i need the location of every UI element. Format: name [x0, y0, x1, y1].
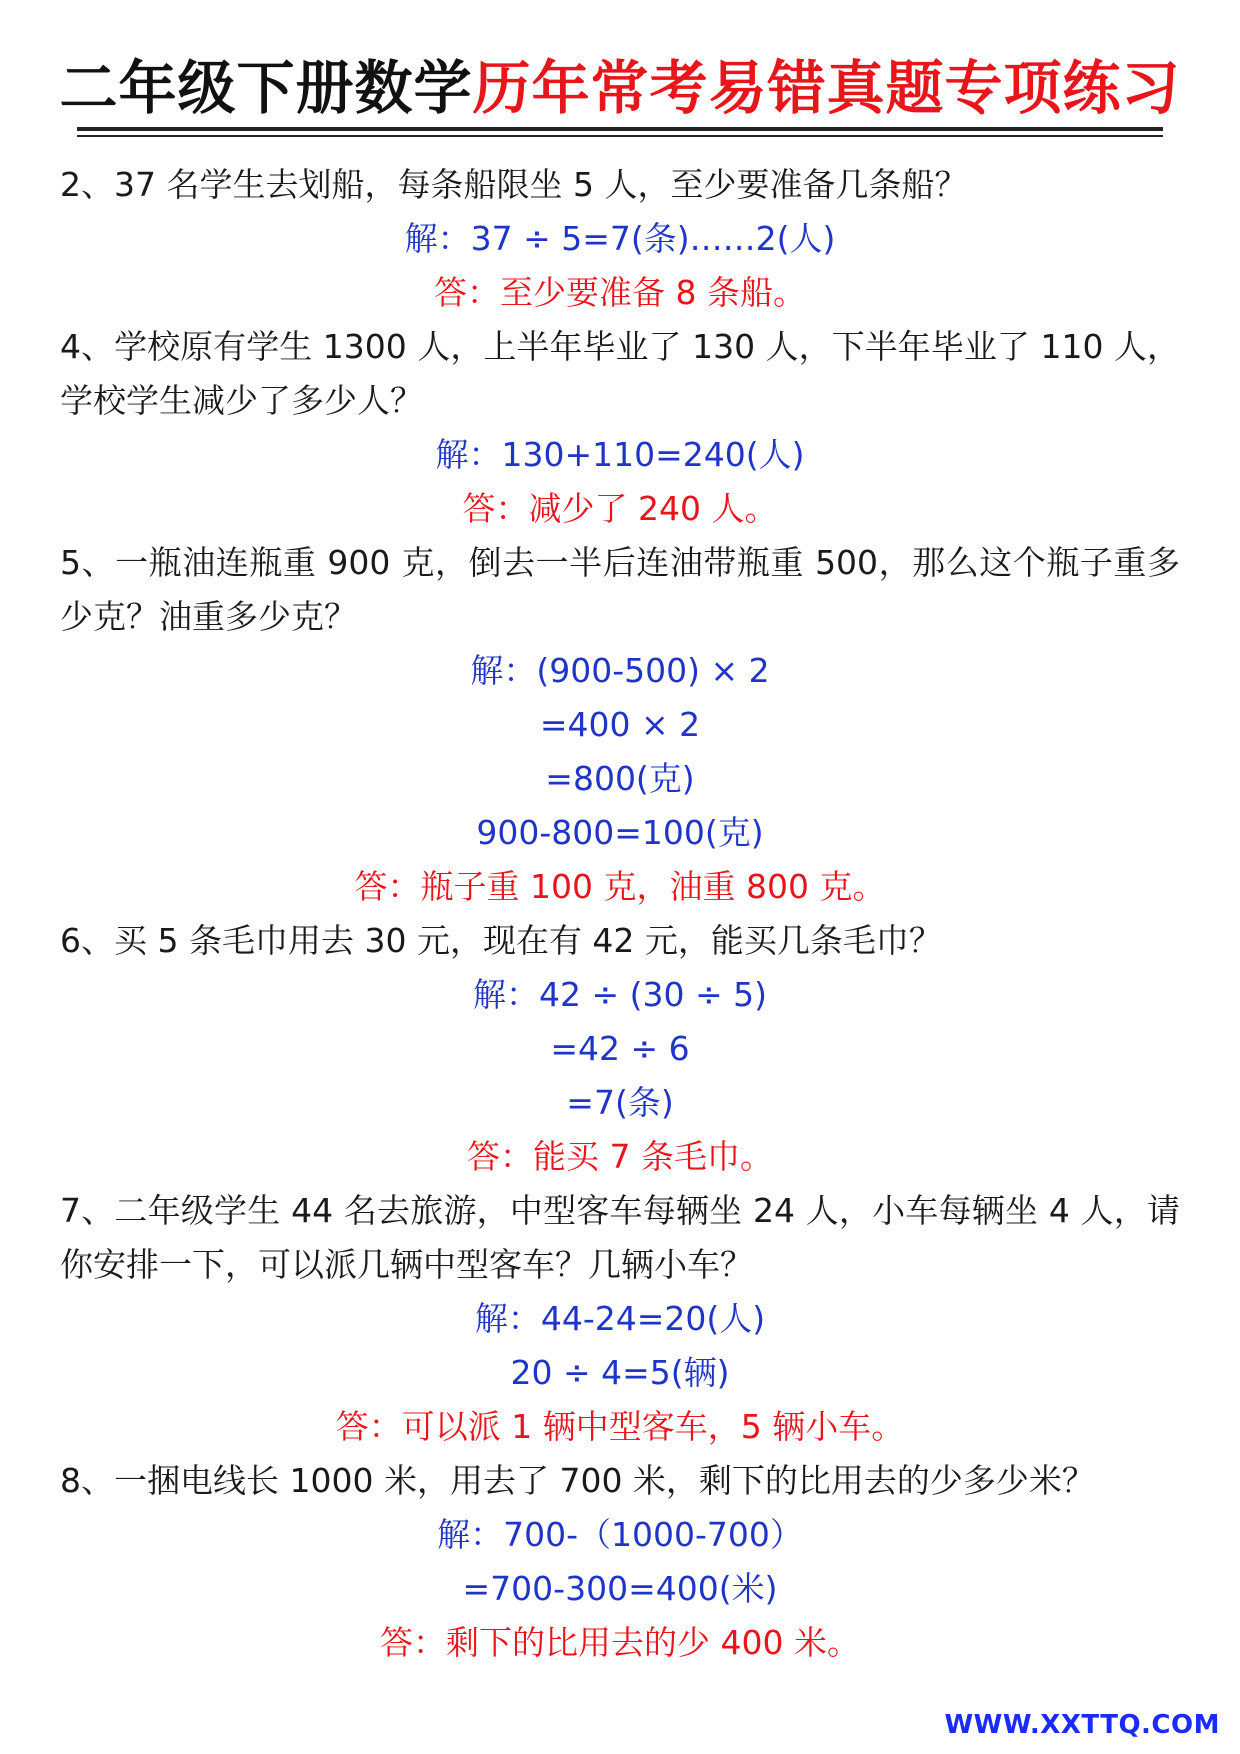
answer-text: 答：剩下的比用去的少 400 米。 [380, 1623, 860, 1662]
solution-line: 解：42 ÷ (30 ÷ 5) [473, 975, 767, 1014]
title-underline-thin [77, 135, 1163, 137]
question-text: 4、学校原有学生 1300 人，上半年毕业了 130 人，下半年毕业了 110 人，学校学生减少了多少人？ [60, 327, 1180, 420]
solution-line: =800(克) [545, 759, 695, 798]
site-watermark: WWW.XXTTQ.COM [944, 1710, 1220, 1740]
solution-line: =42 ÷ 6 [550, 1029, 690, 1068]
solution-line: =700-300=400(米) [462, 1569, 778, 1608]
solution-line: 解：130+110=240(人) [435, 435, 805, 474]
problem-list [60, 158, 1180, 1670]
question-text: 7、二年级学生 44 名去旅游，中型客车每辆坐 24 人，小车每辆坐 4 人，请你安排一下，可以派几辆中型客车？几辆小车？ [60, 1191, 1180, 1284]
title-underline-thick [77, 127, 1163, 131]
solution-line: 解：700-（1000-700） [437, 1515, 803, 1554]
answer-text: 答：至少要准备 8 条船。 [434, 273, 806, 312]
solution-line: 900-800=100(克) [476, 813, 764, 852]
solution-line: 解：(900-500) × 2 [470, 651, 770, 690]
solution-line: =400 × 2 [539, 705, 701, 744]
problem-2 [60, 158, 1180, 320]
title-black-part: 二年级下册数学 [59, 54, 473, 122]
problem-7 [60, 1184, 1180, 1454]
answer-text: 答：能买 7 条毛巾。 [467, 1137, 773, 1176]
title-red-part: 历年常考易错真题专项练习 [472, 54, 1181, 122]
solution-line: 解：44-24=20(人) [474, 1299, 766, 1338]
question-text: 2、37 名学生去划船，每条船限坐 5 人，至少要准备几条船？ [60, 165, 968, 204]
question-text: 8、一捆电线长 1000 米，用去了 700 米，剩下的比用去的少多少米？ [60, 1461, 1095, 1500]
solution-line: 20 ÷ 4=5(辆) [510, 1353, 730, 1392]
answer-text: 答：瓶子重 100 克，油重 800 克。 [354, 867, 886, 906]
question-text: 5、一瓶油连瓶重 900 克，倒去一半后连油带瓶重 500，那么这个瓶子重多少克？油重多少克？ [60, 543, 1180, 636]
question-text: 6、买 5 条毛巾用去 30 元，现在有 42 元，能买几条毛巾？ [60, 921, 942, 960]
answer-text: 答：减少了 240 人。 [462, 489, 778, 528]
page-title [0, 50, 1240, 126]
problem-4 [60, 320, 1180, 536]
solution-line: 解：37 ÷ 5=7(条)……2(人) [404, 219, 836, 258]
problem-5 [60, 536, 1180, 914]
problem-8 [60, 1454, 1180, 1670]
solution-line: =7(条) [566, 1083, 674, 1122]
answer-text: 答：可以派 1 辆中型客车，5 辆小车。 [335, 1407, 905, 1446]
problem-6 [60, 914, 1180, 1184]
